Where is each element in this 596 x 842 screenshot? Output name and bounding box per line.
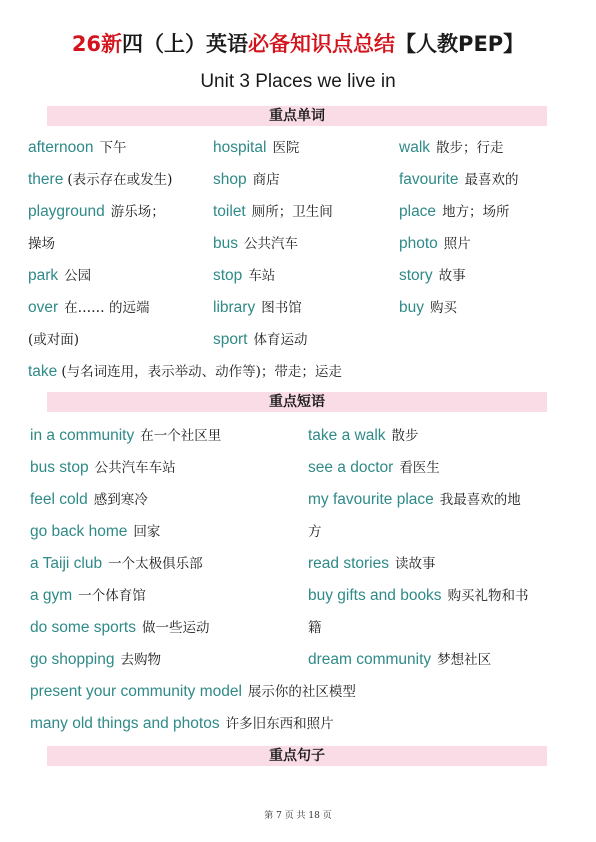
word-item: place 地方；场所 xyxy=(399,203,510,220)
word-item: afternoon 下午 xyxy=(28,139,127,156)
phrase-item: take a walk 散步 xyxy=(308,427,419,444)
title-part-1: 26新 xyxy=(71,32,123,56)
word-item: toilet 厕所；卫生间 xyxy=(213,203,333,220)
phrase-item: go shopping 去购物 xyxy=(30,651,161,668)
word-item: take (与名词连用，表示举动、动作等)；带走；运走 xyxy=(28,363,342,380)
word-item: story 故事 xyxy=(399,267,466,284)
word-item: park 公园 xyxy=(28,267,92,284)
phrase-item: a Taiji club 一个太极俱乐部 xyxy=(30,555,203,572)
title-part-3: 必备知识点总结 xyxy=(248,32,396,56)
phrase-item: bus stop 公共汽车车站 xyxy=(30,459,176,476)
word-item: bus 公共汽车 xyxy=(213,235,298,252)
phrase-item: see a doctor 看医生 xyxy=(308,459,440,476)
word-item: shop 商店 xyxy=(213,171,280,188)
phrase-item: dream community 梦想社区 xyxy=(308,651,492,668)
word-item: hospital 医院 xyxy=(213,139,300,156)
word-item: over 在…… 的远端 xyxy=(28,299,150,316)
word-item: there (表示存在或发生) xyxy=(28,171,173,188)
page-title xyxy=(0,28,596,58)
word-item-continuation: (或对面) xyxy=(28,332,80,348)
unit-subtitle: Unit 3 Places we live in xyxy=(200,71,396,92)
section-heading-words: 重点单词 xyxy=(47,106,547,126)
phrase-item: do some sports 做一些运动 xyxy=(30,619,210,636)
word-item: library 图书馆 xyxy=(213,299,302,316)
phrase-item: in a community 在一个社区里 xyxy=(30,427,222,444)
word-item: sport 体育运动 xyxy=(213,331,308,348)
page-number: 第 7 页 共 18 页 xyxy=(264,811,332,821)
word-item: buy 购买 xyxy=(399,299,457,316)
word-item: photo 照片 xyxy=(399,235,471,252)
word-item: playground 游乐场； xyxy=(28,203,165,220)
phrase-item: present your community model 展示你的社区模型 xyxy=(30,683,356,700)
phrase-item: read stories 读故事 xyxy=(308,555,436,572)
phrase-item-continuation: 籍 xyxy=(308,620,322,636)
phrase-item: many old things and photos 许多旧东西和照片 xyxy=(30,715,334,732)
phrase-item-continuation: 方 xyxy=(308,524,322,540)
phrase-item: buy gifts and books 购买礼物和书 xyxy=(308,587,529,604)
title-part-2: 四（上）英语 xyxy=(122,32,249,56)
phrase-item: feel cold 感到寒冷 xyxy=(30,491,148,508)
word-item: favourite 最喜欢的 xyxy=(399,171,519,188)
word-item-continuation: 操场 xyxy=(28,236,55,252)
word-item: walk 散步；行走 xyxy=(399,139,504,156)
section-heading-sentences: 重点句子 xyxy=(47,746,547,766)
title-part-4: 【人教PEP】 xyxy=(395,32,525,56)
phrase-item: go back home 回家 xyxy=(30,523,161,540)
phrase-item: a gym 一个体育馆 xyxy=(30,587,146,604)
section-heading-phrases: 重点短语 xyxy=(47,392,547,412)
word-item: stop 车站 xyxy=(213,267,276,284)
phrase-item: my favourite place 我最喜欢的地 xyxy=(308,491,521,508)
